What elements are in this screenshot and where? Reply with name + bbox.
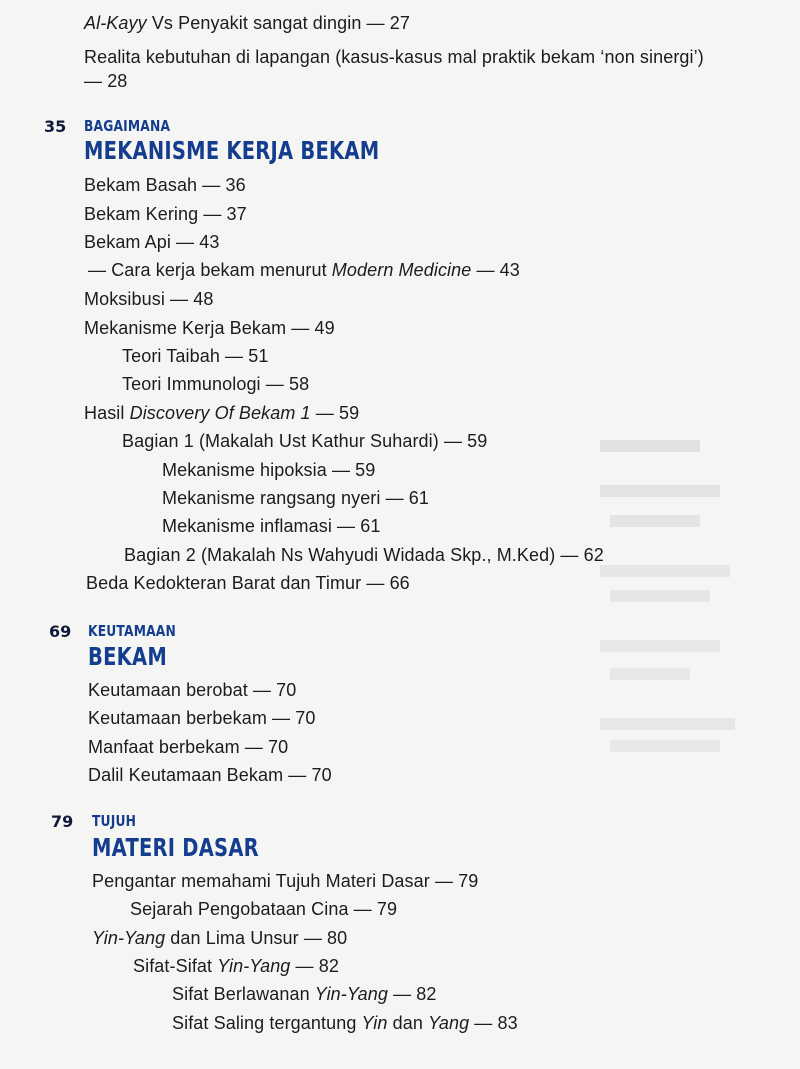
section-page-number: 69 bbox=[49, 622, 72, 641]
section-heading-top: BAGAIMANA bbox=[84, 117, 171, 135]
toc-entry: Beda Kedokteran Barat dan Timur — 66 bbox=[86, 573, 410, 593]
toc-entry: Al-Kayy Vs Penyakit sangat dingin — 27 bbox=[84, 13, 410, 33]
toc-entry: Teori Immunologi — 58 bbox=[122, 374, 310, 394]
section-page-number: 79 bbox=[51, 812, 74, 831]
toc-entry: Sifat Berlawanan Yin-Yang — 82 bbox=[172, 984, 437, 1004]
toc-entry: — 28 bbox=[84, 71, 128, 91]
toc-entry: Realita kebutuhan di lapangan (kasus-kasus mal praktik bekam ‘non sinergi’) bbox=[84, 47, 704, 67]
toc-entry: Bekam Api — 43 bbox=[84, 232, 220, 252]
toc-entry: Pengantar memahami Tujuh Materi Dasar — 79 bbox=[92, 871, 479, 891]
toc-entry: Teori Taibah — 51 bbox=[122, 346, 269, 366]
toc-entry: Bagian 1 (Makalah Ust Kathur Suhardi) — 59 bbox=[122, 431, 488, 451]
toc-entry: Keutamaan berbekam — 70 bbox=[88, 708, 316, 728]
section-heading-title: MEKANISME KERJA BEKAM bbox=[84, 136, 380, 165]
show-through-shadow bbox=[600, 440, 740, 800]
toc-entry: Sejarah Pengobataan Cina — 79 bbox=[130, 899, 398, 919]
section-heading-title: BEKAM bbox=[88, 642, 167, 671]
toc-entry: Sifat-Sifat Yin-Yang — 82 bbox=[133, 956, 339, 976]
toc-entry: Mekanisme hipoksia — 59 bbox=[162, 460, 376, 480]
toc-entry: Bagian 2 (Makalah Ns Wahyudi Widada Skp., M.Ked) — 62 bbox=[124, 545, 604, 565]
toc-entry: Hasil Discovery Of Bekam 1 — 59 bbox=[84, 403, 360, 423]
toc-entry: Bekam Kering — 37 bbox=[84, 204, 247, 224]
section-heading-top: KEUTAMAAN bbox=[88, 622, 176, 640]
section-heading-title: MATERI DASAR bbox=[92, 833, 259, 862]
toc-entry: Bekam Basah — 36 bbox=[84, 175, 246, 195]
toc-entry: Manfaat berbekam — 70 bbox=[88, 737, 289, 757]
toc-entry: Moksibusi — 48 bbox=[84, 289, 214, 309]
section-heading-top: TUJUH bbox=[92, 812, 137, 830]
toc-entry: Sifat Saling tergantung Yin dan Yang — 83 bbox=[172, 1013, 518, 1033]
toc-entry: Mekanisme rangsang nyeri — 61 bbox=[162, 488, 430, 508]
toc-entry: Mekanisme inflamasi — 61 bbox=[162, 516, 381, 536]
toc-entry: Keutamaan berobat — 70 bbox=[88, 680, 297, 700]
toc-entry: Yin-Yang dan Lima Unsur — 80 bbox=[92, 928, 348, 948]
section-page-number: 35 bbox=[44, 117, 67, 136]
toc-entry: Dalil Keutamaan Bekam — 70 bbox=[88, 765, 332, 785]
toc-entry: Mekanisme Kerja Bekam — 49 bbox=[84, 318, 335, 338]
toc-entry: — Cara kerja bekam menurut Modern Medicine — 43 bbox=[88, 260, 520, 280]
